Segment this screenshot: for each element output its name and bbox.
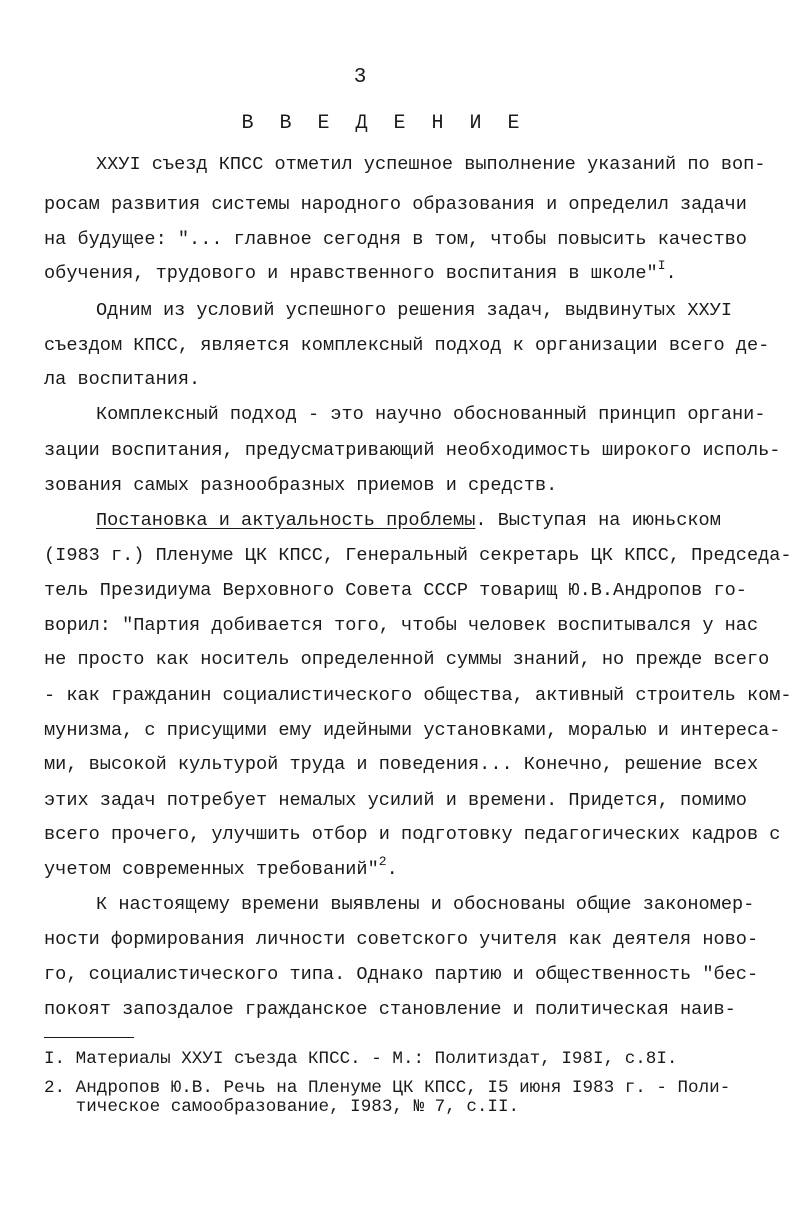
body-line: - как гражданин социалистического общества, активный строитель ком- bbox=[44, 685, 792, 706]
body-text: . Выступая на июньском bbox=[475, 510, 721, 531]
body-line: зования самых разнообразных приемов и средств. bbox=[44, 475, 558, 496]
footnote: 2. Андропов Ю.В. Речь на Пленуме ЦК КПСС, I5 июня I983 г. - Поли- bbox=[44, 1078, 731, 1098]
section-heading: В В Е Д Е Н И Е bbox=[241, 112, 527, 135]
body-text: . bbox=[386, 859, 398, 880]
body-line: этих задач потребует немалых усилий и времени. Придется, помимо bbox=[44, 790, 747, 811]
body-line: ла воспитания. bbox=[44, 369, 201, 390]
body-line: Одним из условий успешного решения задач, выдвинутых XXУI bbox=[96, 300, 733, 321]
body-line: росам развития системы народного образования и определил задачи bbox=[44, 194, 747, 215]
body-line: съездом КПСС, является комплексный подход к организации всего де- bbox=[44, 335, 770, 356]
body-line: (I983 г.) Пленуме ЦК КПСС, Генеральный секретарь ЦК КПСС, Председа- bbox=[44, 545, 792, 566]
body-line: на будущее: "... главное сегодня в том, чтобы повысить качество bbox=[44, 229, 747, 250]
body-line: XXУI съезд КПСС отметил успешное выполнение указаний по воп- bbox=[96, 154, 766, 175]
body-line bbox=[96, 509, 721, 533]
body-text: учетом современных требований" bbox=[44, 859, 379, 880]
body-line: всего прочего, улучшить отбор и подготовку педагогических кадров с bbox=[44, 824, 781, 845]
body-text: обучения, трудового и нравственного воспитания в школе" bbox=[44, 263, 658, 284]
body-line: ности формирования личности советского учителя как деятеля ново- bbox=[44, 929, 759, 950]
body-line bbox=[44, 258, 677, 286]
footnote: I. Материалы XXУI съезда КПСС. - М.: Политиздат, I98I, с.8I. bbox=[44, 1049, 678, 1069]
body-line: ми, высокой культурой труда и поведения... Конечно, решение всех bbox=[44, 754, 759, 775]
body-line: мунизма, с присущими ему идейными установками, моралью и интереса- bbox=[44, 720, 781, 741]
footnote-ref: I bbox=[657, 258, 666, 273]
footnote-ref: 2 bbox=[378, 854, 387, 869]
body-line: ворил: "Партия добивается того, чтобы человек воспитывался у нас bbox=[44, 615, 759, 636]
body-line: К настоящему времени выявлены и обоснованы общие закономер- bbox=[96, 894, 755, 915]
footnote: тическое самообразование, I983, № 7, с.II. bbox=[44, 1097, 520, 1117]
body-line: го, социалистического типа. Однако партию и общественность "бес- bbox=[44, 964, 759, 985]
body-line bbox=[44, 854, 398, 882]
body-line: покоят запоздалое гражданское становление и политическая наив- bbox=[44, 999, 736, 1020]
body-text: . bbox=[665, 263, 677, 284]
footnote-separator bbox=[44, 1037, 134, 1038]
body-line: не просто как носитель определенной суммы знаний, но прежде всего bbox=[44, 649, 770, 670]
body-line: Комплексный подход - это научно обоснованный принцип органи- bbox=[96, 404, 766, 425]
subsection-heading: Постановка и актуальность проблемы bbox=[96, 510, 476, 531]
body-line: зации воспитания, предусматривающий необходимость широкого исполь- bbox=[44, 440, 781, 461]
body-line: тель Президиума Верховного Совета СССР товарищ Ю.В.Андропов го- bbox=[44, 580, 747, 601]
page-number: 3 bbox=[353, 66, 367, 89]
